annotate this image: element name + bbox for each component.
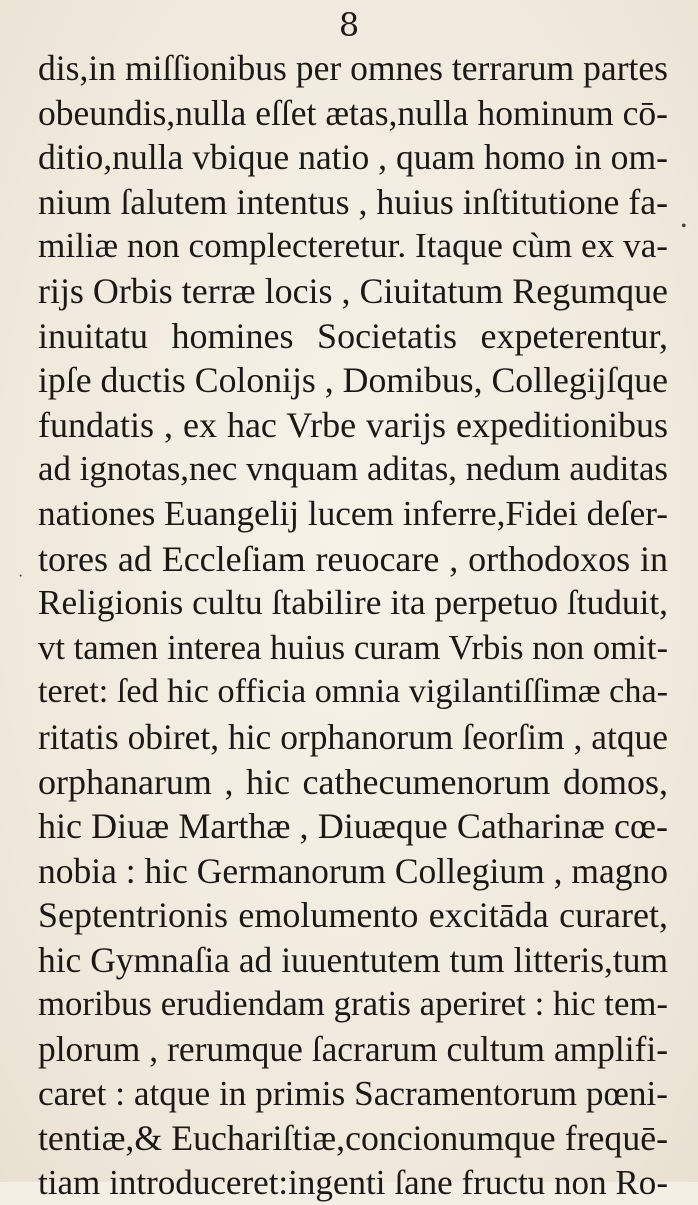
text-line: hic Gymnaſia ad iuuentutem tum litteris,tum bbox=[38, 939, 668, 980]
body-text bbox=[38, 46, 668, 1205]
text-line: plorum , rerumque ſacrarum cultum amplifi- bbox=[38, 1029, 668, 1070]
text-line: caret : atque in primis Sacramentorum pœni- bbox=[38, 1073, 668, 1113]
text-line: ritatis obiret, hic orphanorum ſeorſim , atque bbox=[38, 716, 668, 757]
text-line: obeundis,nulla eſſet ætas,nulla hominum cō- bbox=[38, 92, 668, 133]
text-line: teret: ſed hic officia omnia vigilantiſſimæ cha- bbox=[38, 673, 668, 711]
text-line: nobia : hic Germanorum Collegium , magno bbox=[38, 850, 668, 891]
text-line: tiam introduceret:ingenti ſane fructu non Ro- bbox=[38, 1162, 668, 1202]
text-line: moribus erudiendam gratis aperiret : hic tem- bbox=[38, 984, 668, 1024]
text-line: nationes Euangelij lucem inferre,Fidei deſer- bbox=[38, 493, 668, 533]
text-line: fundatis , ex hac Vrbe varijs expeditionibus bbox=[38, 404, 668, 445]
text-line: Septentrionis emolumento excitāda curaret, bbox=[38, 895, 668, 936]
text-line: ipſe ductis Colonijs , Domibus, Collegijſque bbox=[38, 360, 668, 401]
text-line: miliæ non complecteretur. Itaque cùm ex va- bbox=[38, 226, 668, 266]
text-line: ad ignotas,nec vnquam aditas, nedum auditas bbox=[38, 449, 668, 489]
text-line: vt tamen interea huius curam Vrbis non omit- bbox=[38, 628, 668, 667]
text-line: orphanarum , hic cathecumenorum domos, bbox=[38, 761, 668, 802]
margin-mark-left: · bbox=[18, 568, 24, 585]
text-line: nium ſalutem intentus , huius inſtitutione fa- bbox=[38, 181, 668, 222]
text-line: Religionis cultu ſtabilire ita perpetuo ſtuduit, bbox=[38, 583, 668, 623]
text-line: hic Diuæ Marthæ , Diuæque Catharinæ cœ- bbox=[38, 806, 668, 847]
text-line: ditio,nulla vbique natio , quam homo in om- bbox=[38, 137, 668, 178]
text-line: inuitatu homines Societatis expeterentur, bbox=[38, 315, 668, 356]
text-line: tores ad Eccleſiam reuocare , orthodoxos in bbox=[38, 538, 668, 579]
text-line: rijs Orbis terræ locis , Ciuitatum Regumque bbox=[38, 270, 668, 311]
text-line: tentiæ,& Euchariſtiæ,concionumque frequē- bbox=[38, 1118, 668, 1159]
page-number: 8 bbox=[338, 6, 360, 44]
text-line: dis,in miſſionibus per omnes terrarum partes bbox=[38, 48, 668, 88]
margin-mark-right: • bbox=[681, 218, 687, 235]
